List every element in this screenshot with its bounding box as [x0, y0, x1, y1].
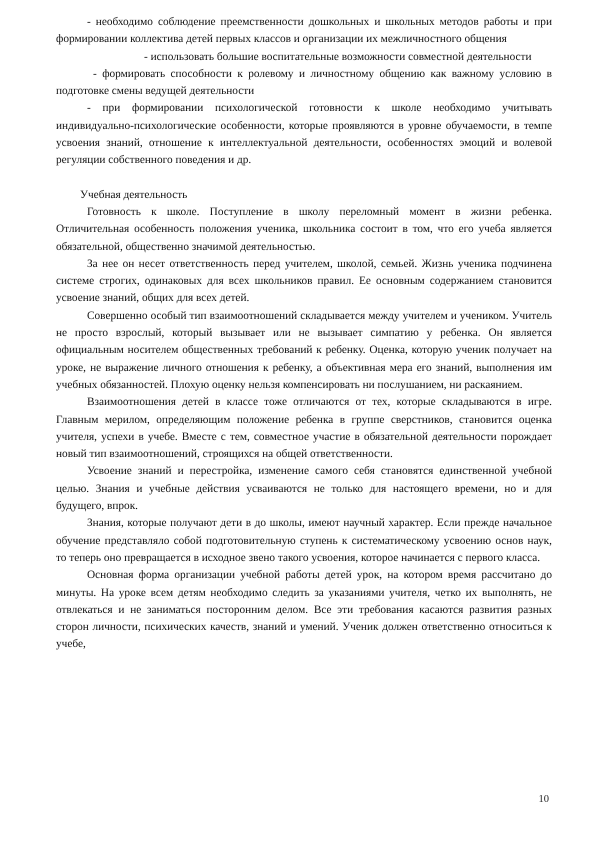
paragraph-znaniya: Знания, которые получают дети в до школы, имеют научный характер. Если прежде начальное обучение представляло собой подготовительную ступень к систематическому усвоению основ наук, то теперь оно превращается в исходное звено такого усвоения, которое начинается с первого класса.: [56, 517, 552, 564]
paragraph-usvoenie: Усвоение знаний и перестройка, изменение самого себя становятся единственной учебной целью. Знания и учебные действия усваиваются не только для настоящего времени, но и для будущего, впрок.: [56, 465, 552, 513]
section-spacer: [56, 170, 552, 187]
paragraph-gotovnost: Готовность к школе. Поступление в школу переломный момент в жизни ребенка. Отличительная особенность положения ученика, школьника состоит в том, что его учеба является обязательной, общественно значимой деятельностью.: [56, 205, 552, 253]
paragraph-vzaimootnosheniya: Взаимоотношения детей в классе тоже отличаются от тех, которые складываются в игре. Главным мерилом, определяющим положение ребенка в группе сверстников, становится оценка учителя, успехи в учебе. Вместе с тем, совместное участие в обязательной деятельности порождает новый тип взаимоотношений, строящихся на общей ответственности.: [56, 396, 552, 461]
list-item-preemstvennost: - необходимо соблюдение преемственности дошкольных и школьных методов работы и при формировании коллектива детей первых классов и организации их межличностного общения: [56, 16, 552, 46]
list-item-psikhologicheskaya-gotovnost: - при формировании психологической готовности к школе необходимо учитывать индивидуально-психологические особенности, которые проявляются в уровне обучаемости, в темпе усвоения знаний, отношение к интеллектуальной деятельности, особенностях эмоций и волевой регуляции собственного поведения и др.: [56, 102, 552, 167]
paragraph-urok: Основная форма организации учебной работы детей урок, на котором время рассчитано до минуты. На уроке всем детям необходимо следить за указаниями учителя, четко их выполнять, не отвлекаться и не заниматься посторонним делом. Все эти требования касаются развития разных сторон личности, психических качеств, знаний и умений. Ученик должен ответственно относиться к учебе,: [56, 569, 552, 651]
page-number: 10: [538, 794, 549, 805]
section-heading: Учебная деятельность: [80, 188, 188, 201]
paragraph-otvetstvennost: За нее он несет ответственность перед учителем, школой, семьей. Жизнь ученика подчинена системе строгих, одинаковых для всех школьников правил. Ее основным содержанием становится усвоение знаний, общих для всех детей.: [56, 257, 552, 305]
list-item-rolevoe-obshchenie: - формировать способности к ролевому и личностному общению как важному условию в подготовке смены ведущей деятельности: [56, 67, 552, 98]
paragraph-uchitel-uchenik: Совершенно особый тип взаимоотношений складывается между учителем и учеником. Учитель не просто взрослый, который вызывает или не вызывает симпатию у ребенка. Он является официальным носителем общественных требований к ребенку. Оценка, которую ученик получает на уроке, не выражение личного отношения к ребенку, а объективная мера его знаний, выполнения им учебных обязанностей. Плохую оценку нельзя компенсировать ни послушанием, ни раскаянием.: [56, 309, 552, 391]
list-item-vospitatelnye: - использовать большие воспитательные возможности совместной деятельности: [144, 50, 532, 63]
body-text: [56, 14, 552, 654]
